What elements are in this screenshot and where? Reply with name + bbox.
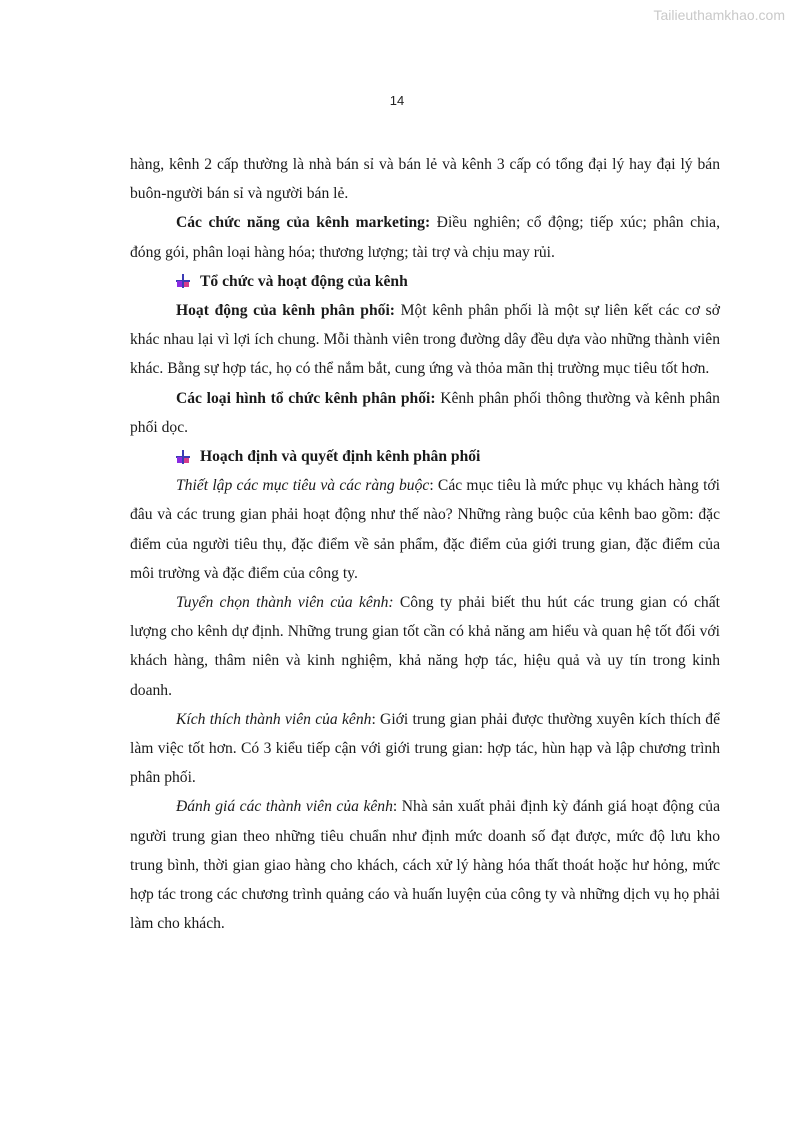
paragraph-text: : Nhà sản xuất phải định kỳ đánh giá hoạt động của người trung gian theo những tiêu chuẩn như định mức doanh số đạt được, mức độ lưu kho trung bình, thời gian giao hàng cho khách, cách xử lý hàng hóa thất thoát hoặc hư hỏng, mức hợp tác trong các chương trình quảng cáo và huấn luyện của công ty và những dịch vụ họ phải làm cho khách. [130,798,720,933]
paragraph-text: : Giới trung gian phải được thường xuyên kích thích để làm việc tốt hơn. Có 3 kiểu tiếp cận với giới trung gian: hợp tác, hùn hạp và lập chương trình phân phối. [130,710,720,787]
paragraph-motivation [130,705,720,793]
bullet-cross-icon [176,450,190,464]
paragraph-text: Công ty phải biết thu hút các trung gian có chất lượng cho kênh dự định. Những trung gian tốt cần có khả năng am hiểu và quan hệ tốt đối với khách hàng, thâm niên và kinh nghiệm, khả năng hợp tác, hiệu quả và uy tín trong kinh doanh. [130,594,720,699]
paragraph-selection [130,588,720,705]
term-objectives: Thiết lập các mục tiêu và các ràng buộc [176,477,430,495]
paragraph-channel-functions [130,208,720,266]
paragraph-text: Kênh phân phối thông thường và kênh phân phối dọc. [130,389,720,436]
term-selection: Tuyển chọn thành viên của kênh: [176,594,394,612]
section-heading-organization [130,267,720,296]
term-evaluation: Đánh giá các thành viên của kênh [176,798,393,816]
paragraph-evaluation [130,792,720,938]
paragraph-channel-types [130,384,720,442]
term-channel-functions: Các chức năng của kênh marketing: [176,214,431,232]
term-channel-types: Các loại hình tổ chức kênh phân phối: [176,389,436,407]
paragraph-text: Điều nghiên; cổ động; tiếp xúc; phân chia, đóng gói, phân loại hàng hóa; thương lượng; tài trợ và chịu may rủi. [130,214,720,261]
bullet-cross-icon [176,274,190,288]
paragraph-text: Một kênh phân phối là một sự liên kết các cơ sở khác nhau lại vì lợi ích chung. Mỗi thành viên trong đường dây đều dựa vào những thành viên khác. Bằng sự hợp tác, họ có thể nắm bắt, cung ứng và thỏa mãn thị trường mục tiêu tốt hơn. [130,302,720,378]
term-channel-activity: Hoạt động của kênh phân phối: [176,302,395,320]
term-motivation: Kích thích thành viên của kênh [176,710,372,728]
section-heading-planning [130,442,720,471]
paragraph-channel-levels: hàng, kênh 2 cấp thường là nhà bán sỉ và bán lẻ và kênh 3 cấp có tổng đại lý hay đại lý bán buôn-người bán sỉ và người bán lẻ. [130,156,720,203]
paragraph-channel-activity [130,296,720,384]
paragraph-text: : Các mục tiêu là mức phục vụ khách hàng tới đâu và các trung gian phải hoạt động như thế nào? Những ràng buộc của kênh bao gồm: đặc điểm của người tiêu thụ, đặc điểm về sản phẩm, đặc điểm của giới trung gian, đặc điểm của môi trường và đặc điểm của công ty. [130,477,720,582]
document-body [130,150,720,938]
heading-text: Hoạch định và quyết định kênh phân phối [200,448,481,466]
watermark: Tailieuthamkhao.com [653,7,785,23]
heading-text: Tổ chức và hoạt động của kênh [200,272,408,290]
page-number: 14 [389,93,405,108]
paragraph-objectives [130,471,720,588]
